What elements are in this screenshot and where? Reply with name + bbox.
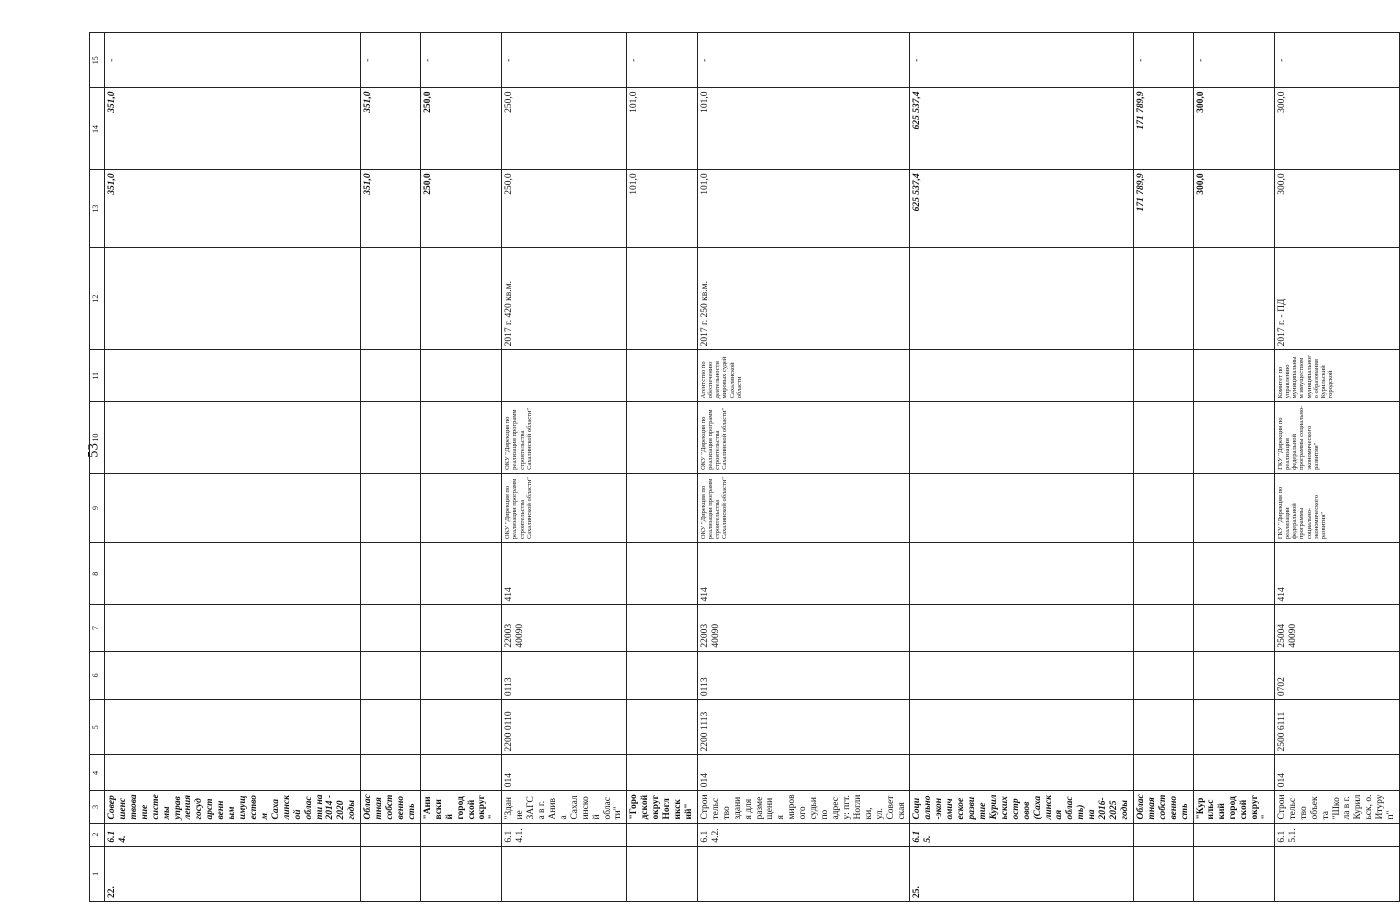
cell-item-code <box>420 823 501 846</box>
cell-row-number <box>361 846 421 901</box>
cell-name: Областная собственность <box>1133 791 1193 823</box>
cell-amount-total: 300,0 <box>1193 170 1274 247</box>
cell-amount-total: 171 789,9 <box>1133 170 1193 247</box>
cell-code-a <box>1193 700 1274 755</box>
cell-amount-total: 351,0 <box>361 170 421 247</box>
cell-amount-year: 300,0 <box>1274 88 1399 170</box>
cell-code-c <box>910 605 1133 651</box>
cell-amount-year: 351,0 <box>361 88 421 170</box>
cell-customer <box>910 473 1133 542</box>
cell-code-c <box>1193 605 1274 651</box>
cell-extra: - <box>361 33 421 88</box>
cell-name: Строительство объекта "Школа в г. Курильск, о. Итуруп" <box>1274 791 1399 823</box>
cell-code-d <box>420 543 501 605</box>
cell-name: "Здание ЗАГСа в г. Анива Сахалинской области" <box>502 791 627 823</box>
cell-row-number <box>1133 846 1193 901</box>
cell-amount-year: 250,0 <box>420 88 501 170</box>
cell-code-d <box>1193 543 1274 605</box>
cell-recipient <box>910 350 1133 402</box>
cell-amount-total: 300,0 <box>1274 170 1399 247</box>
cell-ministry: 014 <box>1274 755 1399 791</box>
cell-code-d <box>105 543 361 605</box>
cell-code-b: 0113 <box>502 651 627 699</box>
cell-customer <box>420 473 501 542</box>
cell-recipient <box>420 350 501 402</box>
cell-code-c <box>1133 605 1193 651</box>
cell-code-b <box>627 651 698 699</box>
cell-item-code: 6.14.2. <box>697 823 910 846</box>
cell-amount-total: 625 537,4 <box>910 170 1133 247</box>
cell-amount-total: 351,0 <box>105 170 361 247</box>
cell-recipient <box>1133 350 1193 402</box>
header-cell: 7 <box>90 605 105 651</box>
header-cell: 12 <box>90 247 105 350</box>
cell-recipient <box>105 350 361 402</box>
table-row <box>361 33 421 902</box>
cell-code-c <box>420 605 501 651</box>
cell-item-code <box>1133 823 1193 846</box>
cell-extra: - <box>502 33 627 88</box>
cell-extra: - <box>910 33 1133 88</box>
cell-amount-year: 250,0 <box>502 88 627 170</box>
cell-code-d <box>1133 543 1193 605</box>
cell-extra: - <box>105 33 361 88</box>
cell-amount-total: 101,0 <box>627 170 698 247</box>
cell-amount-year: 171 789,9 <box>1133 88 1193 170</box>
cell-customer: ОКУ "Дирекция по реализации программ строительства Сахалинской области" <box>502 473 627 542</box>
cell-customer <box>627 473 698 542</box>
cell-code-b <box>910 651 1133 699</box>
header-cell: 15 <box>90 33 105 88</box>
cell-item-code: 6.15.1. <box>1274 823 1399 846</box>
cell-amount-total: 101,0 <box>697 170 910 247</box>
cell-code-c: 22003 40090 <box>502 605 627 651</box>
cell-developer <box>420 402 501 474</box>
cell-recipient <box>502 350 627 402</box>
cell-ministry <box>627 755 698 791</box>
cell-code-a <box>627 700 698 755</box>
cell-amount-year: 300,0 <box>1193 88 1274 170</box>
cell-developer <box>105 402 361 474</box>
cell-recipient <box>361 350 421 402</box>
header-cell: 3 <box>90 791 105 823</box>
cell-extra: - <box>1193 33 1274 88</box>
table-row <box>502 33 627 902</box>
cell-code-b <box>361 651 421 699</box>
table-row <box>1133 33 1193 902</box>
cell-ministry <box>1193 755 1274 791</box>
cell-ministry: 014 <box>697 755 910 791</box>
cell-code-c: 25004 40090 <box>1274 605 1399 651</box>
header-cell: 2 <box>90 823 105 846</box>
cell-name: "Городской округ Ногликский" <box>627 791 698 823</box>
cell-row-number <box>420 846 501 901</box>
table-row <box>697 33 910 902</box>
cell-row-number <box>697 846 910 901</box>
cell-ministry <box>105 755 361 791</box>
cell-amount-total: 250,0 <box>502 170 627 247</box>
header-cell: 8 <box>90 543 105 605</box>
cell-capacity <box>1133 247 1193 350</box>
cell-developer: ОКУ "Дирекция по реализации программ строительства Сахалинской области" <box>697 402 910 474</box>
cell-row-number: 22. <box>105 846 361 901</box>
cell-capacity <box>627 247 698 350</box>
cell-developer <box>1133 402 1193 474</box>
table-row <box>627 33 698 902</box>
page-number: 53 <box>85 443 102 458</box>
cell-item-code: 6.14. <box>105 823 361 846</box>
cell-capacity <box>105 247 361 350</box>
cell-item-code: 6.14.1. <box>502 823 627 846</box>
cell-code-a <box>420 700 501 755</box>
cell-developer: ОКУ "Дирекция по реализации программ строительства Сахалинской области" <box>502 402 627 474</box>
cell-recipient: Комитет по управлению муниципальным имуществом муниципального образования Курильский городской <box>1274 350 1399 402</box>
cell-ministry <box>1133 755 1193 791</box>
cell-code-b: 0702 <box>1274 651 1399 699</box>
cell-amount-year: 625 537,4 <box>910 88 1133 170</box>
cell-code-d: 414 <box>1274 543 1399 605</box>
cell-developer: ГКУ "Дирекция по реализации федеральной программы социально-экономического развития" <box>1274 402 1399 474</box>
header-cell: 5 <box>90 700 105 755</box>
header-cell: 1 <box>90 846 105 901</box>
header-cell: 14 <box>90 88 105 170</box>
cell-extra: - <box>420 33 501 88</box>
cell-code-d: 414 <box>697 543 910 605</box>
cell-developer <box>627 402 698 474</box>
cell-customer <box>105 473 361 542</box>
cell-recipient <box>1193 350 1274 402</box>
cell-ministry <box>910 755 1133 791</box>
cell-code-a <box>910 700 1133 755</box>
cell-capacity: 2017 г. 250 кв.м. <box>697 247 910 350</box>
table-row <box>105 33 361 902</box>
cell-code-b: 0113 <box>697 651 910 699</box>
cell-row-number <box>502 846 627 901</box>
cell-code-d <box>627 543 698 605</box>
cell-capacity <box>1193 247 1274 350</box>
cell-name: Областная собственность <box>361 791 421 823</box>
cell-code-c: 22003 40090 <box>697 605 910 651</box>
cell-item-code <box>627 823 698 846</box>
cell-code-b <box>1133 651 1193 699</box>
cell-code-a <box>361 700 421 755</box>
cell-customer: ГКУ "Дирекция по реализации федеральной программы социально-экономического развития" <box>1274 473 1399 542</box>
cell-capacity <box>420 247 501 350</box>
cell-capacity: 2017 г. 420 кв.м. <box>502 247 627 350</box>
cell-amount-total: 250,0 <box>420 170 501 247</box>
cell-row-number <box>627 846 698 901</box>
cell-code-b <box>420 651 501 699</box>
header-row <box>90 33 105 902</box>
cell-code-a: 2200 0110 <box>502 700 627 755</box>
header-cell: 11 <box>90 350 105 402</box>
cell-code-a: 2500 6111 <box>1274 700 1399 755</box>
cell-name: Совершенствование системы управления государственным имуществом Сахалинской области на 2014 - 2020 годы <box>105 791 361 823</box>
cell-capacity: 2017 г. - ПД <box>1274 247 1399 350</box>
cell-code-d <box>910 543 1133 605</box>
cell-name: "Анивский городской округ" <box>420 791 501 823</box>
cell-amount-year: 101,0 <box>697 88 910 170</box>
cell-amount-year: 101,0 <box>627 88 698 170</box>
cell-customer <box>1193 473 1274 542</box>
cell-item-code <box>361 823 421 846</box>
cell-code-d <box>361 543 421 605</box>
cell-code-d: 414 <box>502 543 627 605</box>
header-cell: 13 <box>90 170 105 247</box>
table-row <box>910 33 1133 902</box>
program-table <box>89 32 1400 902</box>
cell-name: Строительство здания для размещения мирового судьи по адресу: пгт. Ноглики, ул. Советская <box>697 791 910 823</box>
cell-ministry <box>361 755 421 791</box>
cell-capacity <box>910 247 1133 350</box>
cell-code-b <box>1193 651 1274 699</box>
cell-name: Социально-экономическое развитие Курильских островов (Сахалинская область) на 2016-2025 годы <box>910 791 1133 823</box>
cell-ministry <box>420 755 501 791</box>
cell-row-number <box>1274 846 1399 901</box>
header-cell: 6 <box>90 651 105 699</box>
cell-row-number: 25. <box>910 846 1133 901</box>
cell-code-c <box>627 605 698 651</box>
cell-code-a <box>105 700 361 755</box>
cell-row-number <box>1193 846 1274 901</box>
cell-customer: ОКУ "Дирекция по реализации программ строительства Сахалинской области" <box>697 473 910 542</box>
header-cell: 4 <box>90 755 105 791</box>
cell-name: "Курильский городской округ" <box>1193 791 1274 823</box>
cell-code-b <box>105 651 361 699</box>
cell-extra: - <box>1133 33 1193 88</box>
cell-capacity <box>361 247 421 350</box>
table-row <box>1274 33 1399 902</box>
cell-recipient: Агентство по обеспечению деятельности мировых судей Сахалинской области <box>697 350 910 402</box>
cell-developer <box>1193 402 1274 474</box>
cell-code-c <box>361 605 421 651</box>
cell-developer <box>361 402 421 474</box>
cell-item-code: 6.15. <box>910 823 1133 846</box>
rotated-page <box>89 32 1397 902</box>
header-cell: 9 <box>90 473 105 542</box>
cell-code-a <box>1133 700 1193 755</box>
cell-customer <box>1133 473 1193 542</box>
table-row <box>1193 33 1274 902</box>
cell-code-a: 2200 1113 <box>697 700 910 755</box>
table-row <box>420 33 501 902</box>
cell-developer <box>910 402 1133 474</box>
cell-code-c <box>105 605 361 651</box>
cell-recipient <box>627 350 698 402</box>
cell-extra: - <box>1274 33 1399 88</box>
cell-ministry: 014 <box>502 755 627 791</box>
cell-extra: - <box>697 33 910 88</box>
cell-item-code <box>1193 823 1274 846</box>
header-cell: 10 <box>90 402 105 474</box>
cell-amount-year: 351,0 <box>105 88 361 170</box>
cell-extra: - <box>627 33 698 88</box>
cell-customer <box>361 473 421 542</box>
